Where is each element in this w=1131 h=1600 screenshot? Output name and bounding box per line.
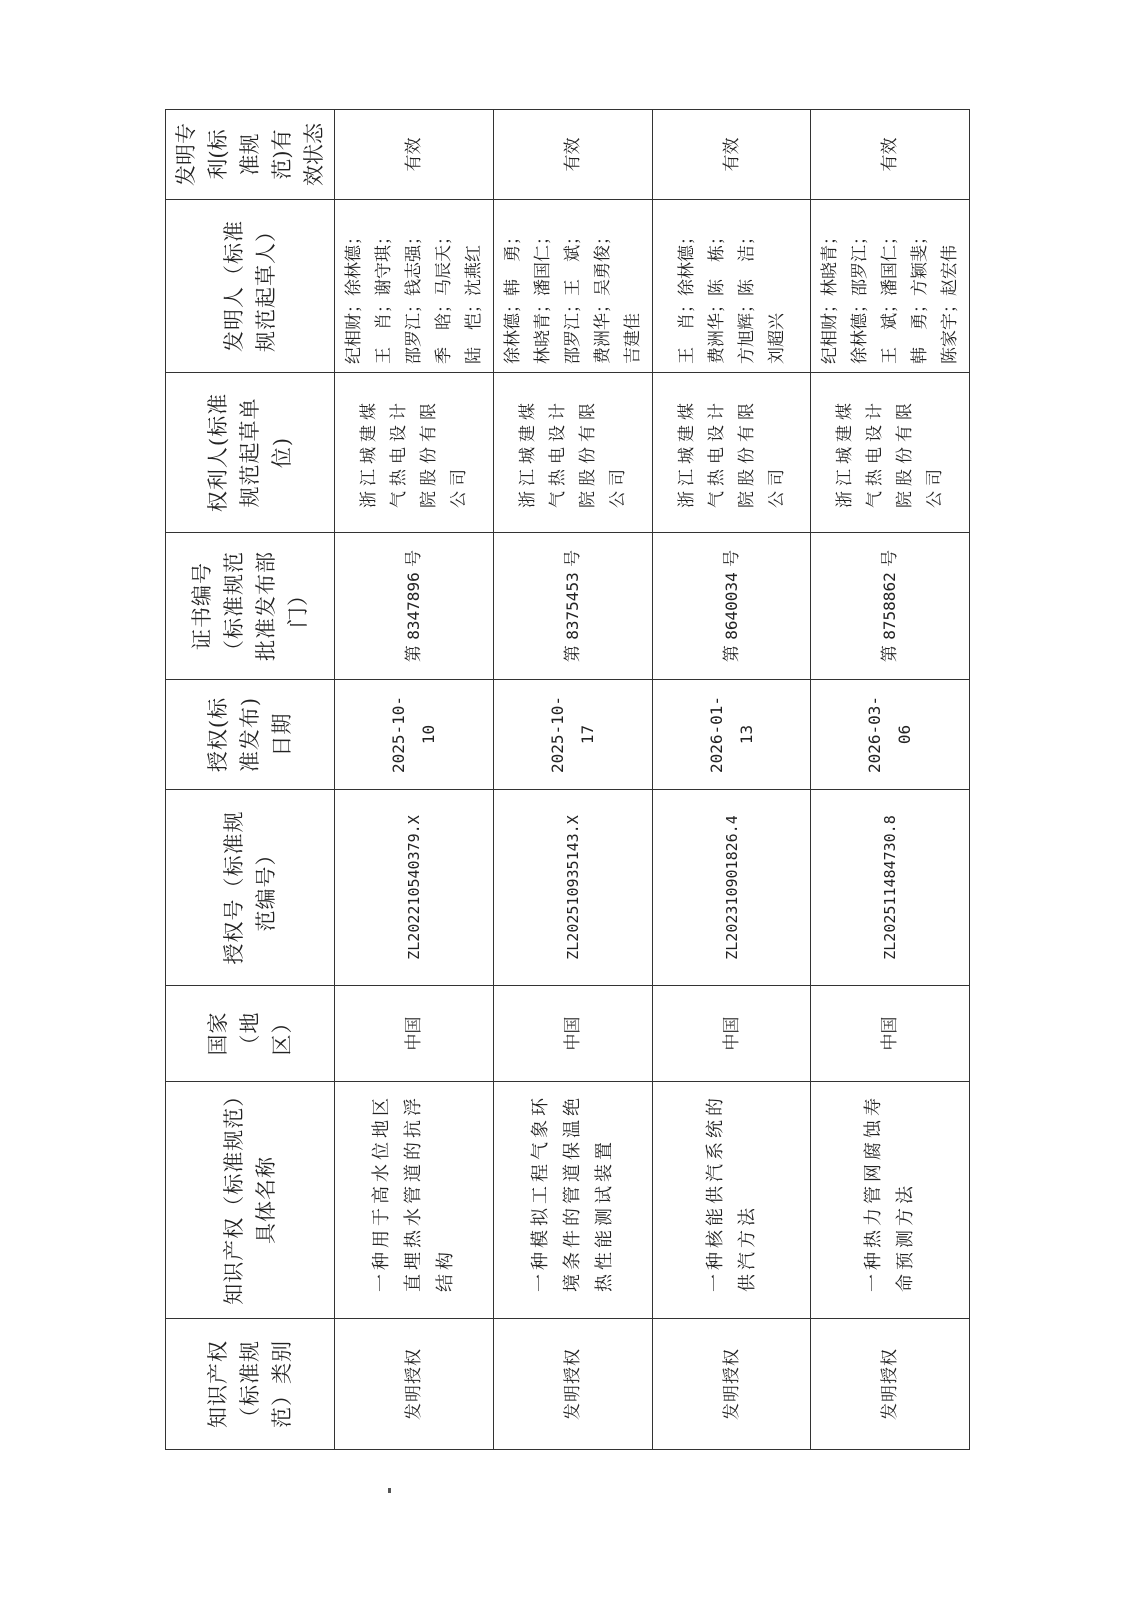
cell-country: 中国 — [335, 986, 494, 1082]
cell-auth-no: ZL202210540379.X — [335, 790, 494, 986]
inventor-line: 徐林德；邵罗江； — [850, 228, 870, 364]
header-name: 知识产权（标准规范）具体名称 — [166, 1082, 335, 1319]
cell-category: 发明授权 — [653, 1319, 811, 1450]
table-row — [494, 110, 653, 1450]
table-row — [653, 110, 811, 1450]
cell-country: 中国 — [811, 986, 970, 1082]
inventor-line: 陈家宇；赵宏伟 — [940, 245, 960, 364]
cell-auth-date: 2026-03-06 — [811, 680, 970, 790]
cell-category: 发明授权 — [811, 1319, 970, 1450]
cert-prefix: 第 — [880, 645, 900, 663]
inventor-line: 刘超兴 — [766, 313, 787, 364]
cert-suffix: 号 — [721, 549, 742, 567]
cert-prefix: 第 — [404, 645, 424, 663]
inventor-line: 吉建佳 — [623, 313, 643, 364]
header-holder: 权利人(标准规范起草单位) — [166, 373, 335, 533]
table-row — [335, 110, 494, 1450]
cell-holder: 浙江城建煤气热电设计院股份有限公司 — [653, 373, 811, 533]
table-row — [811, 110, 970, 1450]
cell-status: 有效 — [494, 110, 653, 200]
inventor-line: 王 肖；徐林德； — [676, 228, 697, 364]
cell-holder: 浙江城建煤气热电设计院股份有限公司 — [335, 373, 494, 533]
cert-number: 8375453 — [563, 572, 582, 640]
cell-inventors — [335, 200, 494, 373]
inventor-line: 韩 勇；方颖斐； — [910, 228, 930, 364]
patent-table-page — [165, 110, 960, 1450]
cell-auth-no: ZL202510935143.X — [494, 790, 653, 986]
cell-cert-no — [335, 533, 494, 680]
cell-category: 发明授权 — [494, 1319, 653, 1450]
inventor-line: 费洲华；陈 栋； — [706, 228, 727, 364]
scan-mark — [388, 1488, 391, 1493]
cell-holder: 浙江城建煤气热电设计院股份有限公司 — [811, 373, 970, 533]
cell-status: 有效 — [811, 110, 970, 200]
cell-inventors — [494, 200, 653, 373]
cert-prefix: 第 — [563, 645, 583, 663]
cert-number: 8640034 — [721, 572, 741, 640]
header-cert-no: 证书编号（标准规范批准发布部门） — [166, 533, 335, 680]
table-header-row — [166, 110, 335, 1450]
cell-name: 一种核能供汽系统的供汽方法 — [653, 1082, 811, 1319]
inventor-line: 林晓青；潘国仁； — [533, 228, 553, 364]
cell-auth-no: ZL202511484730.8 — [811, 790, 970, 986]
cell-inventors — [811, 200, 970, 373]
cell-cert-no — [494, 533, 653, 680]
cell-status: 有效 — [653, 110, 811, 200]
cell-auth-date: 2026-01-13 — [653, 680, 811, 790]
header-auth-no: 授权号（标准规范编号） — [166, 790, 335, 986]
inventor-line: 方旭辉；陈 洁； — [736, 228, 757, 364]
header-country: 国家（地区） — [166, 986, 335, 1082]
cell-category: 发明授权 — [335, 1319, 494, 1450]
cell-cert-no — [811, 533, 970, 680]
cell-country: 中国 — [494, 986, 653, 1082]
cell-cert-no — [653, 533, 811, 680]
cell-auth-no: ZL202310901826.4 — [653, 790, 811, 986]
cert-suffix: 号 — [880, 549, 900, 567]
cell-holder: 浙江城建煤气热电设计院股份有限公司 — [494, 373, 653, 533]
cert-number: 8347896 — [404, 572, 423, 640]
inventor-line: 王 斌；潘国仁； — [880, 228, 900, 364]
inventor-line: 王 肖；谢守琪； — [374, 228, 394, 364]
cell-inventors — [653, 200, 811, 373]
header-status: 发明专利(标准规范)有效状态 — [166, 110, 335, 200]
cell-auth-date: 2025-10-17 — [494, 680, 653, 790]
inventor-line: 邵罗江；王 斌； — [563, 228, 583, 364]
cell-status: 有效 — [335, 110, 494, 200]
header-inventors: 发明人（标准规范起草人） — [166, 200, 335, 373]
cell-country: 中国 — [653, 986, 811, 1082]
cell-name: 一种模拟工程气象环境条件的管道保温绝热性能测试装置 — [494, 1082, 653, 1319]
cell-auth-date: 2025-10-10 — [335, 680, 494, 790]
inventor-line: 纪相财；林晓青； — [820, 228, 840, 364]
cert-number: 8758862 — [880, 572, 899, 640]
inventor-line: 季 晗；马辰天； — [434, 228, 454, 364]
inventor-line: 陆 恺；沈燕红 — [464, 245, 484, 364]
inventor-line: 徐林德；韩 勇； — [503, 228, 523, 364]
header-auth-date: 授权(标准发布)日期 — [166, 680, 335, 790]
patent-table — [165, 109, 970, 1450]
cert-prefix: 第 — [721, 645, 742, 663]
inventor-line: 邵罗江；钱志强； — [404, 228, 424, 364]
cert-suffix: 号 — [404, 549, 424, 567]
inventor-line: 费洲华；吴勇俊； — [593, 228, 613, 364]
cell-name: 一种热力管网腐蚀寿命预测方法 — [811, 1082, 970, 1319]
inventor-line: 纪相财；徐林德； — [344, 228, 364, 364]
cert-suffix: 号 — [563, 549, 583, 567]
cell-name: 一种用于高水位地区直埋热水管道的抗浮结构 — [335, 1082, 494, 1319]
header-category: 知识产权（标准规范）类别 — [166, 1319, 335, 1450]
